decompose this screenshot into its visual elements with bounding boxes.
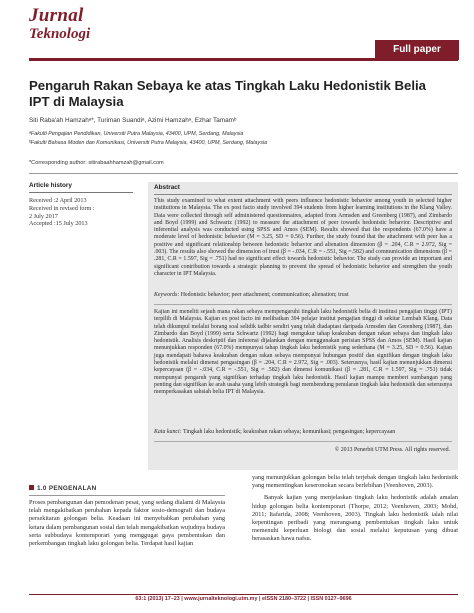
article-history — [29, 182, 133, 228]
keywords-line — [154, 292, 452, 299]
article-title: Pengaruh Rakan Sebaya ke atas Tingkah Laku Hedonistik Belia IPT di Malaysia — [29, 78, 426, 109]
abstract-malay: Kajian ini meneliti sejauh mana rakan sebaya mempengaruhi tingkah laku hedonistik belia di institusi pengajian tinggi (IPT) terpilih di Malaysia. Kajian ex post facto ini melibatkan 394 pelajar institut pengajian tinggi di sekitar Lembah Klang. Data telah dikumpul melalui borang soal selidik tadbir sendiri yang telah diadaptasi daripada Armsden dan Greenberg (1987), dan Zimbardo dan Boyd (1999) serta Schwartz (1992) bagi mengukur tahap keakraban dengan rakan sebaya dan tingkah laku hedonistik. Analisis deskriptif dan inferensi dijalankan dengan menggunakan perisian SPSS dan Amos (SEM). Hasil kajian menunjukkan responden (67.0%) mempunyai tahap tingkah laku hedonistik yang sederhana (M = 3.25, SD = 0.56). Kajian juga mendapati bahawa keakraban dengan rakan sebaya mempunyai hubungan positif dan signifikan dengan tingkah laku hedonistik melalui dimensi pengasingan (β = .204, C.R = 2.972, Sig = .003). Seterusnya, hasil kajian menunjukkan dimensi kepercayaan (β = -.034, C.R = -.551, Sig = .582) dan dimensi komunikasi (β = .281, C.R = 1.597, Sig = .751) tidak mempunyai pengaruh yang signifikan terhadap tingkah laku hedonistik. Hasil kajian mampu memberi sumbangan yang penting dan signifikan ke arah usaha yang lebih strategik bagi membendung penularan tingkah laku hedonistik dan seterusnya memperkasakan sahsiah belia IPT di Malaysia. — [154, 309, 452, 396]
body-right-paragraph-1: yang menunjukkan golongan belia telah terjebak dengan tingkah laku hedonistik yang mementingkan keseronokan secara berlebihan (Veenhoven, 2003). — [252, 474, 458, 490]
abstract-box — [148, 182, 458, 470]
corresponding-author: *Corresponding author: sitirabaahhamzah@gmail.com — [29, 160, 164, 166]
abstract-bottom-rule — [154, 441, 452, 442]
header-rule — [29, 58, 458, 61]
article-history-title: Article history — [29, 182, 72, 189]
section-rule — [29, 495, 225, 496]
history-received: Received :2 April 2013 — [29, 197, 87, 204]
affiliation-a: ᵃFakulti Pengajian Pendidikan, Universiti Putra Malaysia, 43400, UPM, Serdang, Malaysia — [29, 131, 244, 137]
abstract-mid-rule — [154, 304, 452, 305]
body-left-column: Proses pembangunan dan pemodenan pesat, yang sedang dialami di Malaysia telah mengakibatkan perubahan kepada faktor sosio-demografi dan budaya persekitaran golongan belia. Keadaan ini menyebabkan perubahan yang ketara dalam pembangunan sosial dan telah mengakibatkan wujudnya budaya serta subbudaya kontemporari yang menggugat gaya pembentukan dan perkembangan tingkah laku golongan belia. Terdapat hasil kajian — [29, 499, 225, 548]
section-marker-icon — [29, 485, 34, 490]
abstract-title: Abstract — [154, 184, 180, 191]
katakunci-line — [154, 429, 452, 436]
katakunci-text: Tingkah laku hedonistik; keakraban rakan sebaya; komunikasi; pengasingan; kepercayaan — [183, 429, 396, 435]
body-right-paragraph-2: Banyak kajian yang menjelaskan tingkah laku hedonistik adalah amalan hidup golongan belia kontemporari (Thorpe, 2012; Veenhoven, 2003; Mohd, 2011; Itafarida, 2008; Veenhoven, 2003). Tingkah laku hedonistik ialah nilai kepentingan peribadi yang merangsang pembentukan tingkah laku untuk memenuhi keperluan biologi dan sosial melalui keputusan yang dibuat berasaskan hawa nafsu. — [252, 494, 458, 543]
journal-name-line2: Teknologi — [29, 26, 91, 42]
page-footer: 63:1 (2013) 17–23 | www.jurnalteknologi.utm.my | eISSN 2180–3722 | ISSN 0127–9696 — [135, 596, 352, 602]
copyright-notice: © 2013 Penerbit UTM Press. All rights reserved. — [334, 447, 450, 453]
keywords-label: Keywords: — [154, 292, 180, 298]
history-revised-label: Received in revised form : — [29, 204, 95, 212]
abstract-english: This study examined to what extent attachment with peers influence hedonistic behavior among youth in selected higher institutions in Malaysia. The ex post facto study involved 394 students from higher learning institutions in the Klang Valley. Data were collected through self administered questionnaires, adapted from Armsden and Greenberg (1987), and Zimbardo and Boyd (1999) and Schwartz (1992) to measure the attachment of peer towards hedonistic behavior. Descriptive and inferential analysis was conducted using SPSS and Amos (SEM). Results showed that the respondents (67.0%) have a moderate level of hedonistic behavior (M = 3.25, SD = 0.56). Further, the study found that the attachment with peer has a positive and significant relationship between hedonistic behavior and alienation dimension (β = .204, C.R = 2.972, Sig = .003). The results also showed the dimension of trust (β = -.034, C.R = -.551, Sig =.582) and communication dimensions (β = .281, C.R = 1.597, Sig = .751) had no significant effect towards hedonistic behavior. The study can provide an important and significant contribution towards a strategic planning to prevent the spread of hedonistic behavior and strengthen the youth character in IPT Malaysia. — [154, 198, 452, 277]
paper-type-badge: Full paper — [375, 40, 459, 60]
affiliation-b: ᵇFakulti Bahasa Moden dan Komunikasi, Universiti Putra Malaysia, 43400, UPM, Serdang, Malaysia — [29, 140, 268, 146]
article-history-rule — [29, 192, 133, 193]
section-heading-text: 1.0 PENGENALAN — [37, 485, 97, 492]
author-list: Siti Raba'ah Hamzahᵃ*, Turiman Suandiᵃ, Azimi Hamzahᵃ, Ezhar Tamamᵇ — [29, 117, 237, 124]
history-accepted: Accepted :15 July 2013 — [29, 220, 88, 228]
header-separator — [29, 173, 458, 174]
footer-rule — [29, 594, 458, 595]
body-right-column — [252, 474, 458, 544]
keywords-text: Hedonistic behavior; peer attachment; communication; alienation; trust — [180, 292, 349, 298]
journal-name-line1: Jurnal — [29, 5, 84, 26]
katakunci-label: Kata kunci: — [154, 429, 182, 435]
abstract-title-rule — [154, 194, 452, 195]
history-revised-date: 2 July 2017 — [29, 212, 58, 220]
section-heading — [29, 485, 97, 492]
